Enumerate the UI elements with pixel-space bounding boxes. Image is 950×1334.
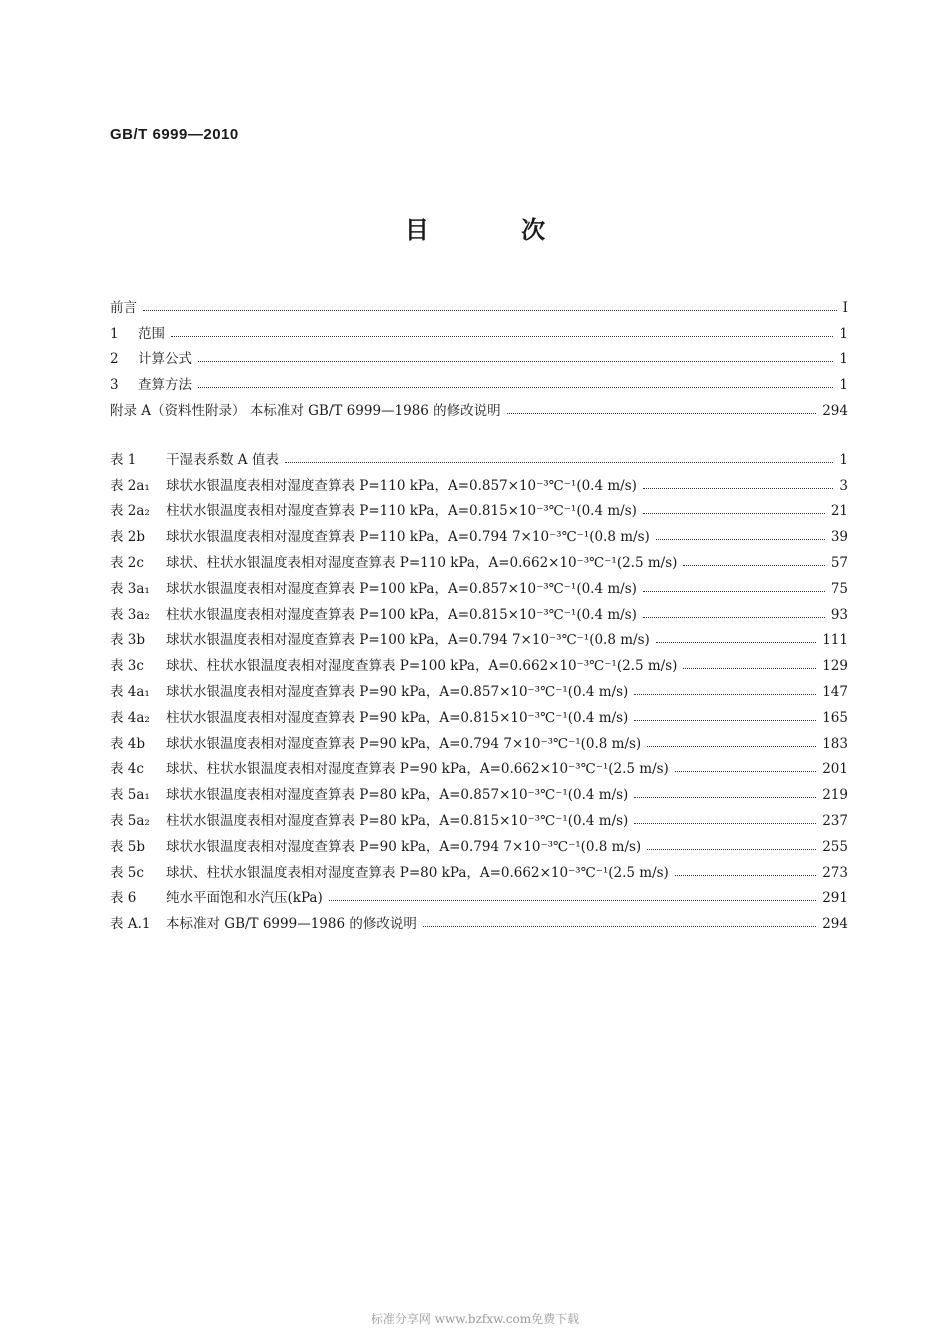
footer-watermark: 标准分享网 www.bzfxw.com免费下载 [370,1312,580,1326]
toc-entry[interactable] [110,597,848,623]
toc-entry-number: 表 3b [110,632,146,649]
toc-sections [110,290,848,419]
dot-leader [675,771,816,772]
toc-entry-label [110,373,192,393]
toc-entry-label [110,680,628,700]
toc-entry-number: 表 1 [110,451,137,468]
dot-leader [643,591,825,592]
toc-entry[interactable] [110,881,848,907]
toc-entry-number: 表 2b [110,529,146,546]
toc-entry-text: 球状、柱状水银温度表相对湿度查算表 P=80 kPa，A=0.662×10⁻³℃⁻¹(2.5 m/s) [166,864,669,881]
toc-entry[interactable] [110,726,848,752]
toc-entry-number: 2 [110,351,119,368]
toc-entry-page: 294 [822,916,848,933]
toc-entry-label [110,706,628,726]
toc-entry-label [110,347,192,367]
toc-entry[interactable] [110,623,848,649]
toc-entry-text: 柱状水银温度表相对湿度查算表 P=80 kPa，A=0.815×10⁻³℃⁻¹(0.4 m/s) [166,812,629,829]
toc-entry-text: 球状水银温度表相对湿度查算表 P=90 kPa，A=0.794 7×10⁻³℃⁻¹(0.8 m/s) [166,838,642,855]
toc-entry-label [110,809,628,829]
toc-entry-label [110,912,417,932]
toc-entry[interactable] [110,342,848,368]
toc-entry[interactable] [110,648,848,674]
toc-entry-page: 57 [830,554,848,571]
page-title: 目 次 [404,215,588,244]
toc-entry-number: 1 [110,325,119,342]
toc-entry-page: 75 [830,580,848,597]
toc-entry-page: 1 [839,451,848,468]
toc-entry[interactable] [110,367,848,393]
toc-entry-label [110,783,628,803]
toc-entry-page: 219 [822,787,848,804]
toc-entry[interactable] [110,752,848,778]
toc-entry[interactable] [110,494,848,520]
dot-leader [656,642,816,643]
dot-leader [643,488,834,489]
toc-entry-page: 1 [839,325,848,342]
toc-entry-label [110,861,669,881]
toc-entry[interactable] [110,674,848,700]
toc-entry-label [110,628,650,648]
toc-entry-page: 237 [822,812,848,829]
dot-leader [656,539,825,540]
toc-entry-number: 3 [110,377,119,394]
toc-entry-label [110,886,323,906]
toc-entry-text: 范围 [138,325,165,342]
toc-entry-text: 干湿表系数 A 值表 [166,451,279,468]
toc-entry-number: 表 4a₁ [110,683,150,700]
toc-entry-label [110,551,677,571]
toc-entry-text: 柱状水银温度表相对湿度查算表 P=100 kPa，A=0.815×10⁻³℃⁻¹(0.4 m/s) [166,606,637,623]
dot-leader [198,361,833,362]
toc-entry-number: 表 3a₂ [110,606,150,623]
toc-entry-label [110,525,650,545]
toc-entry[interactable] [110,468,848,494]
toc-entry-label [110,732,641,752]
toc-entry[interactable] [110,545,848,571]
toc-entry-text: 球状水银温度表相对湿度查算表 P=90 kPa，A=0.794 7×10⁻³℃⁻¹(0.8 m/s) [166,735,642,752]
toc-entry-label [110,577,637,597]
toc-entry-page: 129 [822,658,848,675]
toc-entry-page: 147 [822,683,848,700]
toc-entry[interactable] [110,519,848,545]
toc-entry-text: 查算方法 [138,377,192,394]
dot-leader [647,746,816,747]
toc-entry-number: 表 3c [110,658,144,675]
toc-entry-number: 表 A.1 [110,916,151,933]
dot-leader [634,694,816,695]
dot-leader [643,617,825,618]
toc-entry-page: 3 [839,477,848,494]
toc-entry[interactable] [110,777,848,803]
toc-entry-label [110,448,279,468]
toc-entry-text: 球状水银温度表相对湿度查算表 P=110 kPa，A=0.794 7×10⁻³℃⁻¹(0.8 m/s) [166,529,650,546]
toc-entry-page: 201 [822,761,848,778]
toc-entry-page: 93 [830,606,848,623]
toc-entry-page: 273 [822,864,848,881]
toc-entry-number: 表 2c [110,554,144,571]
toc-entry-text: 前言 [110,299,137,316]
toc-entry-text: 计算公式 [138,351,192,368]
dot-leader [643,513,825,514]
dot-leader [143,310,837,311]
toc-entry-number: 表 5c [110,864,144,881]
dot-leader [634,823,816,824]
toc-entry-number: 表 6 [110,890,137,907]
toc-entry-number: 表 5a₁ [110,787,150,804]
toc-entry-text: 球状水银温度表相对湿度查算表 P=80 kPa，A=0.857×10⁻³℃⁻¹(0.4 m/s) [166,787,629,804]
toc-entry-page: 111 [822,632,848,649]
toc-entry-text: 球状、柱状水银温度表相对湿度查算表 P=100 kPa，A=0.662×10⁻³℃⁻¹(2.5 m/s) [166,658,678,675]
toc-entry-label [110,474,637,494]
toc-entry-text: 球状水银温度表相对湿度查算表 P=100 kPa，A=0.857×10⁻³℃⁻¹(0.4 m/s) [166,580,637,597]
toc-entry[interactable] [110,803,848,829]
dot-leader [683,668,816,669]
toc-entry-label [110,322,165,342]
dot-leader [329,900,816,901]
toc-entry-text: 球状、柱状水银温度表相对湿度查算表 P=110 kPa，A=0.662×10⁻³℃⁻¹(2.5 m/s) [166,554,678,571]
toc-entry-page: 1 [839,351,848,368]
toc-entry-page: 165 [822,709,848,726]
dot-leader [647,849,816,850]
dot-leader [507,413,817,414]
toc-entry-page: 294 [822,402,848,419]
toc-entry[interactable] [110,290,848,316]
toc-entry-label [110,835,641,855]
toc-entry-text: 柱状水银温度表相对湿度查算表 P=110 kPa，A=0.815×10⁻³℃⁻¹(0.4 m/s) [166,503,637,520]
toc-entry[interactable] [110,700,848,726]
dot-leader [171,336,833,337]
toc-entry-text: 球状、柱状水银温度表相对湿度查算表 P=90 kPa，A=0.662×10⁻³℃⁻¹(2.5 m/s) [166,761,669,778]
toc-entry[interactable] [110,906,848,932]
toc-entry-number: 表 3a₁ [110,580,150,597]
toc-entry-text: 球状水银温度表相对湿度查算表 P=100 kPa，A=0.794 7×10⁻³℃⁻¹(0.8 m/s) [166,632,650,649]
toc-entry-number: 表 2a₂ [110,503,150,520]
toc-tables [110,442,848,932]
toc-entry-page: 21 [830,503,848,520]
toc-entry[interactable] [110,571,848,597]
toc-entry-page: 39 [830,529,848,546]
toc-entry-number: 表 4b [110,735,146,752]
dot-leader [683,565,824,566]
toc-entry-page: 183 [822,735,848,752]
dot-leader [285,462,834,463]
toc-entry-label [110,296,137,316]
toc-entry-text: 球状水银温度表相对湿度查算表 P=110 kPa，A=0.857×10⁻³℃⁻¹(0.4 m/s) [166,477,637,494]
toc-entry-number: 表 2a₁ [110,477,150,494]
toc-entry-page: 255 [822,838,848,855]
toc-entry-text: 柱状水银温度表相对湿度查算表 P=90 kPa，A=0.815×10⁻³℃⁻¹(0.4 m/s) [166,709,629,726]
toc-entry-label [110,399,501,419]
dot-leader [675,875,816,876]
dot-leader [634,797,816,798]
toc-entry[interactable] [110,442,848,468]
toc-entry-page: I [842,299,848,316]
toc-entry-label [110,757,669,777]
toc-entry-number: 表 4a₂ [110,709,150,726]
toc-entry-page: 291 [822,890,848,907]
toc-entry[interactable] [110,393,848,419]
toc-entry-label [110,603,637,623]
toc-entry[interactable] [110,855,848,881]
toc-entry-label [110,654,677,674]
dot-leader [198,387,833,388]
dot-leader [634,720,816,721]
toc-entry-number: 表 4c [110,761,144,778]
dot-leader [423,926,816,927]
toc-entry-text: 球状水银温度表相对湿度查算表 P=90 kPa，A=0.857×10⁻³℃⁻¹(0.4 m/s) [166,683,629,700]
toc-entry[interactable] [110,829,848,855]
toc-entry-number: 表 5a₂ [110,812,150,829]
toc-entry[interactable] [110,316,848,342]
toc-entry-text: 本标准对 GB/T 6999—1986 的修改说明 [166,916,417,933]
toc-entry-page: 1 [839,377,848,394]
toc-entry-text: 纯水平面饱和水汽压(kPa) [166,890,323,907]
toc-entry-number: 表 5b [110,838,146,855]
toc-entry-label [110,499,637,519]
toc-entry-text: 附录 A（资料性附录） 本标准对 GB/T 6999—1986 的修改说明 [110,402,501,419]
standard-code: GB/T 6999—2010 [110,126,239,143]
